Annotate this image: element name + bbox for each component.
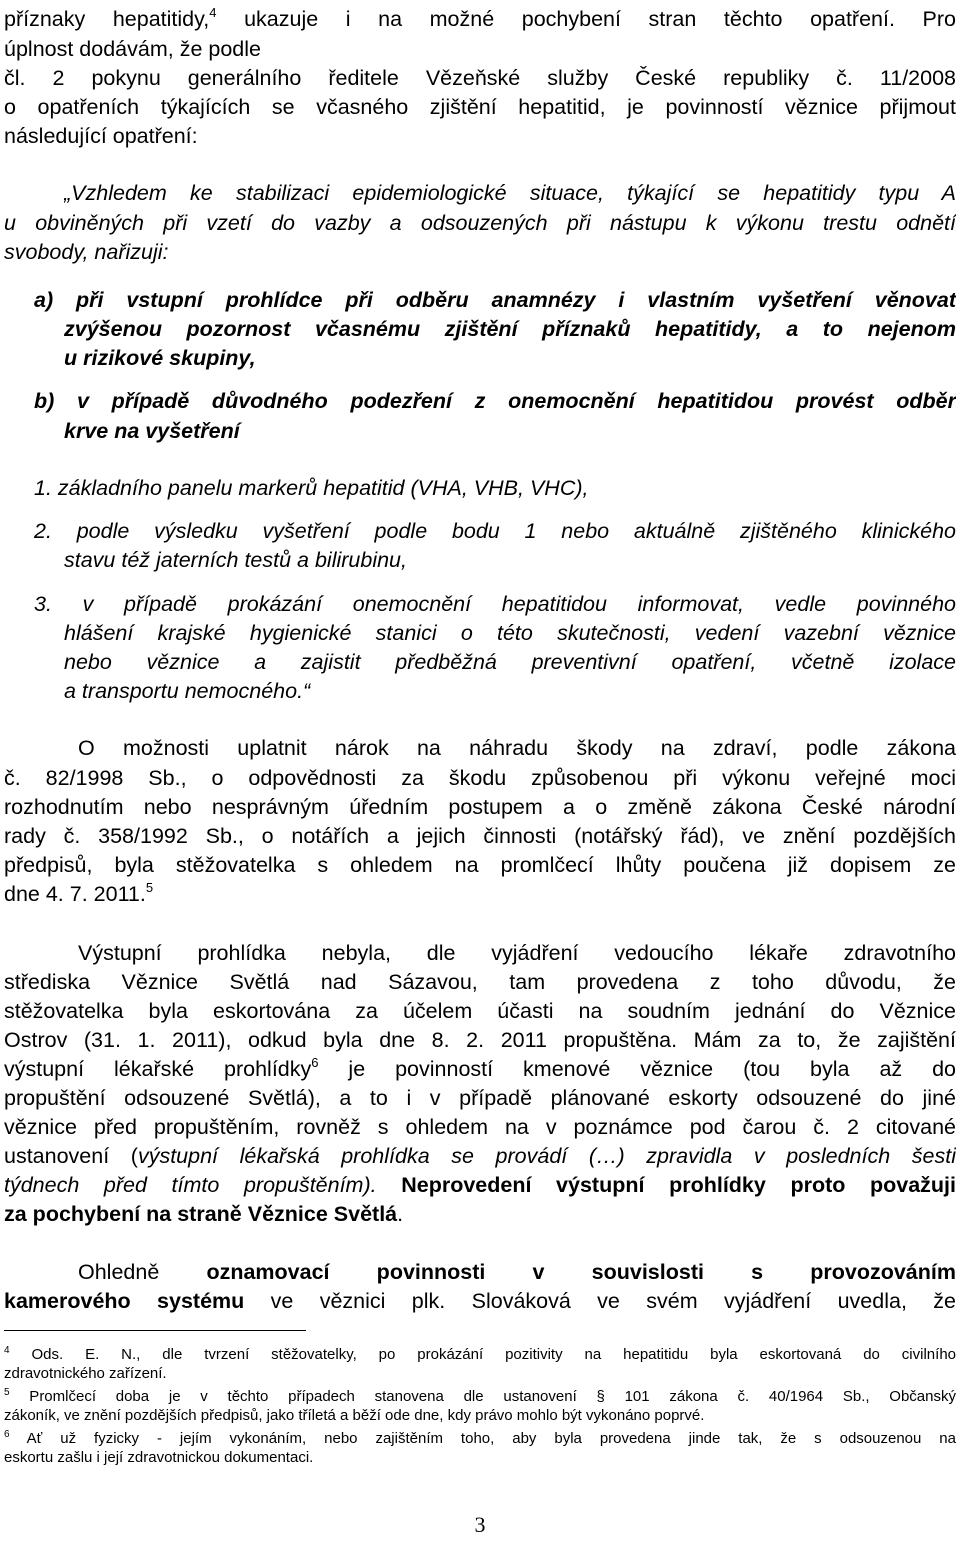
body-line: úplnost dodávám, že podle <box>4 37 261 61</box>
body-line: propuštění odsouzené Světlá), a to i v případě plánované eskorty odsouzené do jiné <box>4 1086 956 1110</box>
body-line: střediska Věznice Světlá nad Sázavou, tam provedena z toho důvodu, že <box>4 970 956 994</box>
quote-item-b: krve na vyšetření <box>64 419 240 443</box>
body-line: za pochybení na straně Věznice Světlá. <box>4 1202 404 1226</box>
footnote-ref: 4 <box>209 6 217 20</box>
body-line: ustanovení (výstupní lékařská prohlídka se provádí (…) zpravidla v posledních šesti <box>4 1144 956 1168</box>
quote-item-3: nebo věznice a zajistit předběžná preventivní opatření, včetně izolace <box>64 650 956 674</box>
body-line: o opatřeních týkajících se včasného zjištění hepatitid, je povinností věznice přijmout <box>4 95 956 119</box>
page-number: 3 <box>474 1512 486 1537</box>
footnote-separator <box>4 1330 306 1331</box>
quote-item-3: a transportu nemocného.“ <box>64 679 311 703</box>
footnote-4: $^4$ Ods. E. N., dle tvrzení stěžovatelky, po prokázání pozitivity na hepatitidu byla eskortovaná do civilního <box>4 1346 956 1363</box>
quote-item-2: 2. podle výsledku vyšetření podle bodu 1 nebo aktuálně zjištěného klinického <box>34 519 956 543</box>
body-line: věznice před propuštěním, rovněž s ohledem na v poznámce pod čarou č. 2 citované <box>4 1115 956 1139</box>
footnote-6: eskortu zašlu i její zdravotnickou dokumentaci. <box>4 1449 314 1466</box>
quote-item-3: 3. v případě prokázání onemocnění hepatitidou informovat, vedle povinného <box>34 592 956 616</box>
body-line: rozhodnutím nebo nesprávným úředním postupem a o změně zákona České národní <box>4 795 956 819</box>
quote-item-3: hlášení krajské hygienické stanici o této skutečnosti, vedení vazební věznice <box>64 621 956 645</box>
body-line: čl. 2 pokynu generálního ředitele Vězeňské služby České republiky č. 11/2008 <box>4 66 956 90</box>
footnote-ref: 6 <box>311 1056 319 1070</box>
body-line: týdnech před tímto propuštěním). Neprovedení výstupní prohlídky proto považuji <box>4 1173 956 1197</box>
body-line: příznaky hepatitidy,$^4$ ukazuje i na možné pochybení stran těchto opatření. Pro <box>4 6 956 31</box>
body-line: rady č. 358/1992 Sb., o notářích a jejich činnosti (notářský řád), ve znění pozdějších <box>4 824 956 848</box>
quote-item-a: zvýšenou pozornost včasnému zjištění příznaků hepatitidy, a to nejenom <box>64 317 956 341</box>
body-line: č. 82/1998 Sb., o odpovědnosti za škodu způsobenou při výkonu veřejné moci <box>4 766 956 790</box>
footnote-6: $^6$ Ať už fyzicky - jejím vykonáním, nebo zajištěním toho, aby byla provedena jinde tak, že s odsouzenou na <box>4 1430 956 1447</box>
body-line: dne 4. 7. 2011.$^5$ <box>4 880 154 906</box>
footnote-5: $^5$ Promlčecí doba je v těchto případech stanovena dle ustanovení § 101 zákona č. 40/1964 Sb., Občanský <box>4 1388 956 1405</box>
footnote-4: zdravotnického zařízení. <box>4 1365 167 1382</box>
body-line: výstupní lékařské prohlídky$^6$ je povinností kmenové věznice (tou byla až do <box>4 1056 956 1081</box>
footnote-ref: 5 <box>145 880 154 895</box>
body-line: kamerového systému ve věznici plk. Slováková ve svém vyjádření uvedla, že <box>4 1289 956 1313</box>
quote-line: u obviněných při vzetí do vazby a odsouzených při nástupu k výkonu trestu odnětí <box>4 211 956 235</box>
quote-line: svobody, nařizuji: <box>4 240 169 264</box>
body-line: předpisů, byla stěžovatelka s ohledem na promlčecí lhůty poučena již dopisem ze <box>4 853 956 877</box>
footnote-5: zákoník, ve znění pozdějších předpisů, jako tříletá a běží ode dne, kdy právo mohlo být vykonáno poprvé. <box>4 1407 705 1424</box>
quote-item-a: a) při vstupní prohlídce při odběru anamnézy i vlastním vyšetření věnovat <box>34 288 956 312</box>
body-line: stěžovatelka byla eskortována za účelem účasti na soudním jednání do Věznice <box>4 999 956 1023</box>
quote-item-b: b) v případě důvodného podezření z onemocnění hepatitidou provést odběr <box>34 389 956 413</box>
quote-item-2: stavu též jaterních testů a bilirubinu, <box>64 548 407 572</box>
quote-line: „Vzhledem ke stabilizaci epidemiologické situace, týkající se hepatitidy typu A <box>64 181 956 205</box>
body-line: následující opatření: <box>4 124 198 148</box>
body-line: Ostrov (31. 1. 2011), odkud byla dne 8. 2. 2011 propuštěna. Mám za to, že zajištění <box>4 1028 956 1052</box>
body-line: Výstupní prohlídka nebyla, dle vyjádření vedoucího lékaře zdravotního <box>78 941 956 965</box>
body-line: O možnosti uplatnit nárok na náhradu škody na zdraví, podle zákona <box>78 736 956 760</box>
quote-item-1: 1. základního panelu markerů hepatitid (VHA, VHB, VHC), <box>34 476 589 500</box>
quote-item-a: u rizikové skupiny, <box>64 346 256 370</box>
body-line: Ohledně oznamovací povinnosti v souvislosti s provozováním <box>78 1260 956 1284</box>
